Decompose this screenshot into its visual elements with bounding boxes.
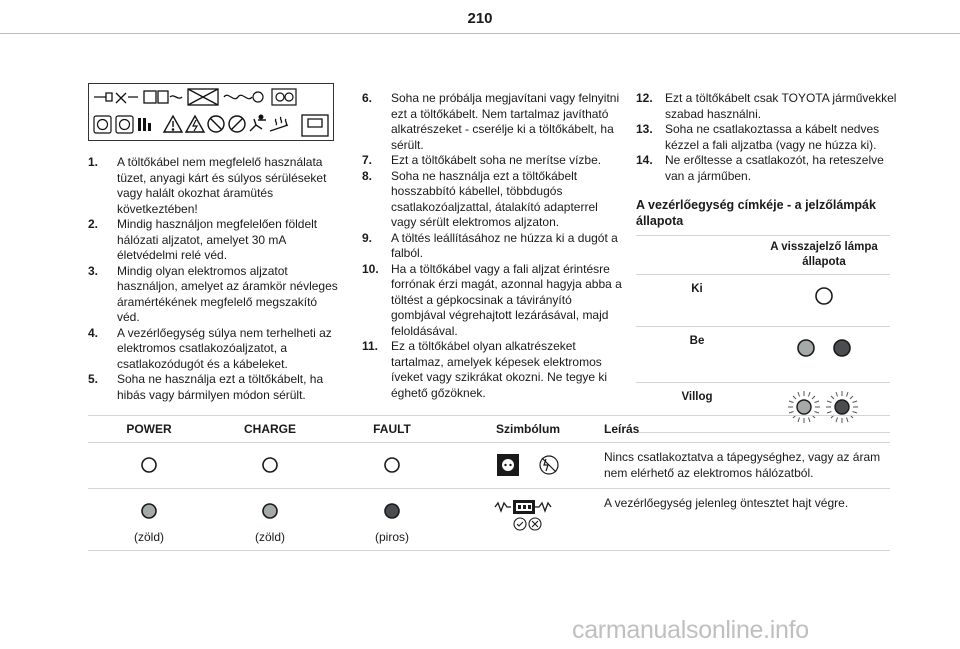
warning-label-illustration bbox=[88, 83, 334, 141]
list-item: 12. Ezt a töltőkábelt csak TOYOTA járművekkel szabad használni. bbox=[636, 91, 897, 121]
column-header-fault: FAULT bbox=[330, 416, 454, 443]
list-item: 1. A töltőkábel nem megfelelő használata tüzet, anyagi kárt és súlyos sérüléseket vagy halált okozhat áramütés következtében! bbox=[88, 155, 327, 216]
safety-list-middle bbox=[362, 91, 624, 401]
section-heading: A vezérlőegység címkéje - a jelzőlámpák állapota bbox=[636, 198, 876, 228]
list-item: 3. Mindig olyan elektromos aljzatot használjon, amelyet az áramkör névleges áramértékének megfelelő megszakító véd. bbox=[88, 263, 338, 324]
power-lamp-color: (zöld) bbox=[133, 530, 164, 544]
list-item: 14. Ne erőltesse a csatlakozót, ha reteszelve van a járműben. bbox=[636, 153, 884, 183]
power-lamp-green-icon bbox=[139, 501, 159, 521]
list-item: 8. Soha ne használja ezt a töltőkábelt hosszabbító kábellel, többdugós csatlakozóaljzattal, átalakító adapterrel vagy sérült elektromos aljzaton. bbox=[362, 168, 598, 229]
list-item: 9. A töltés leállításához ne húzza ki a dugót a falból. bbox=[362, 230, 618, 260]
watermark: carmanualsonline.info bbox=[572, 616, 809, 644]
lamp-on-icon bbox=[789, 333, 859, 363]
control-unit-status-table bbox=[88, 415, 890, 551]
no-power-outlet-icon bbox=[493, 453, 563, 477]
lamp-table-header: A visszajelző lámpa állapota bbox=[758, 236, 890, 275]
safety-list-left bbox=[88, 155, 338, 403]
list-item: 13. Soha ne csatlakoztassa a kábelt nedves kézzel a fali aljzatba (vagy ne húzza ki). bbox=[636, 122, 880, 152]
column-header-charge: CHARGE bbox=[210, 416, 330, 443]
row-description: Nincs csatlakoztatva a tápegységhez, vagy az áram nem elérhető az elektromos hálózatból. bbox=[602, 443, 890, 489]
list-item: 2. Mindig használjon megfelelően földelt hálózati aljzatot, amelyet 30 mA életvédelmi relé véd. bbox=[88, 217, 318, 262]
column-header-power: POWER bbox=[88, 416, 210, 443]
column-header-symbol: Szimbólum bbox=[454, 416, 602, 443]
lamp-state-label: Ki bbox=[636, 275, 758, 327]
fault-lamp-red-icon bbox=[382, 501, 402, 521]
charge-lamp-color: (zöld) bbox=[254, 530, 285, 544]
power-lamp-off-icon bbox=[139, 455, 159, 475]
row-description: A vezérlőegység jelenleg öntesztet hajt végre. bbox=[602, 489, 890, 551]
fault-lamp-color: (piros) bbox=[374, 530, 409, 544]
charge-lamp-off-icon bbox=[260, 455, 280, 475]
self-test-icon bbox=[493, 497, 563, 531]
header-rule bbox=[0, 33, 960, 34]
lamp-off-icon bbox=[809, 281, 839, 311]
list-item: 7. Ezt a töltőkábelt soha ne merítse vízbe. bbox=[362, 153, 602, 167]
table-row bbox=[88, 489, 890, 551]
lamp-state-label: Villog bbox=[636, 383, 758, 433]
column-header-description: Leírás bbox=[602, 416, 890, 443]
lamp-state-label: Be bbox=[636, 327, 758, 383]
lamp-status-table bbox=[636, 235, 890, 433]
table-row bbox=[88, 443, 890, 489]
list-item: 4. A vezérlőegység súlya nem terhelheti az elektromos csatlakozóaljzatot, a csatlakozódugót és a kábeleket. bbox=[88, 325, 332, 371]
list-item: 10. Ha a töltőkábel vagy a fali aljzat érintésre forrónak érzi magát, azonnal hagyja abba a töltést a gépkocsinak a távirányító gombjával végrehajtott lezárásával, majd feloldásával. bbox=[362, 261, 622, 338]
list-item: 5. Soha ne használja ezt a töltőkábelt, ha hibás vagy bármilyen módon sérült. bbox=[88, 372, 324, 402]
fault-lamp-off-icon bbox=[382, 455, 402, 475]
page-number: 210 bbox=[467, 10, 493, 27]
safety-list-right bbox=[636, 91, 898, 184]
list-item: 11. Ez a töltőkábel olyan alkatrészeket tartalmaz, amelyek képesek elektromos íveket vagy szikrákat okozni. Ne tegye ki éghető gőzöknek. bbox=[362, 339, 608, 400]
charge-lamp-green-icon bbox=[260, 501, 280, 521]
list-item: 6. Soha ne próbálja megjavítani vagy felnyitni ezt a töltőkábelt. Nem tartalmaz javítható alkatrészeket - cserélje ki a töltőkábelt, ha sérült. bbox=[362, 91, 620, 152]
